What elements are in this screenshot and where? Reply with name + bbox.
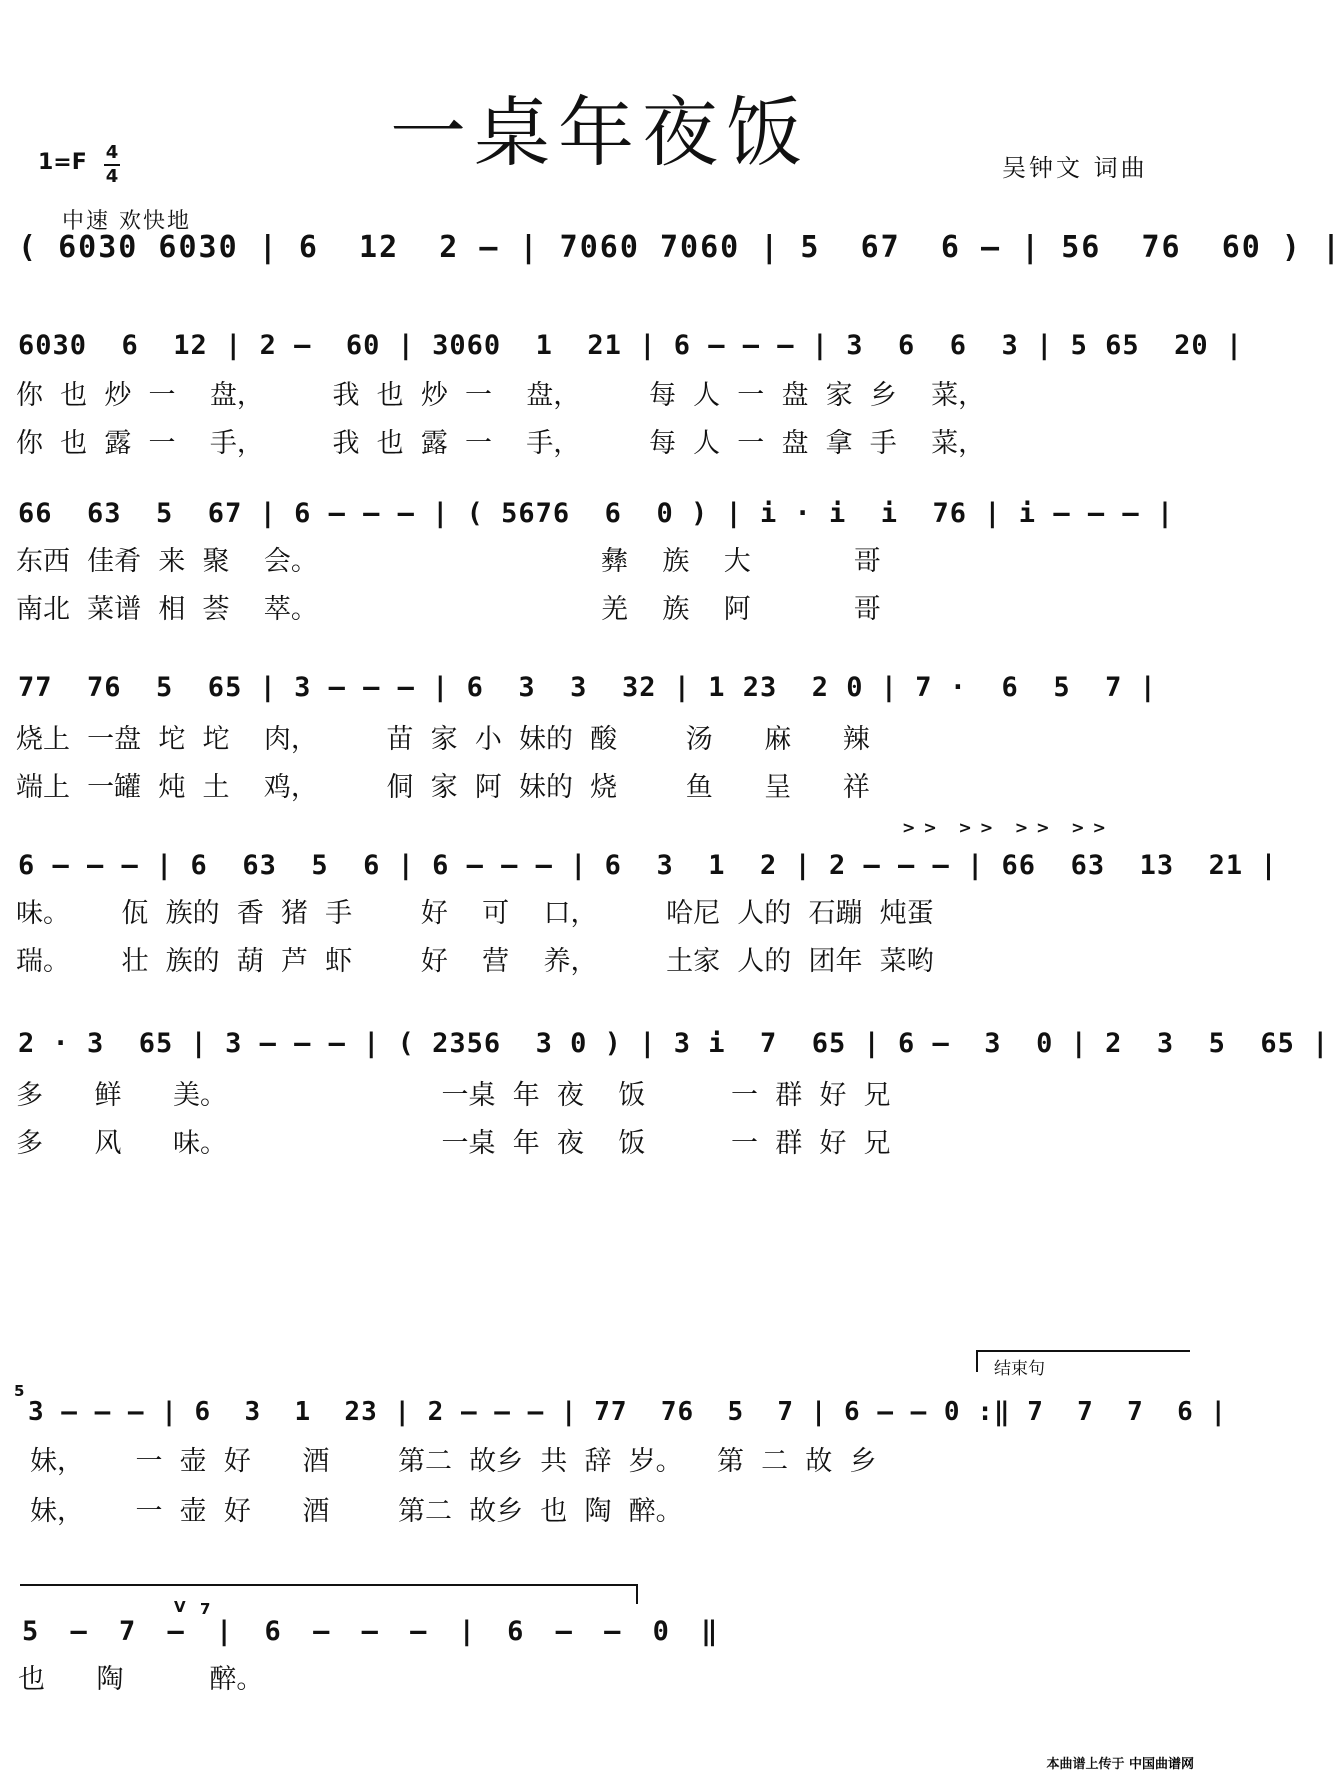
lyric-line-7-verse-1: 妹， 一 壶 好 酒 第二 故乡 共 辞 岁。 第 二 故 乡 bbox=[30, 1446, 877, 1477]
score-line-7 bbox=[0, 1382, 1228, 1452]
notation-line-6: 2 · 3 65 | 3 – – – | ( 2356 3 0 ) | 3 i 7 65 | 6 – 3 0 | 2 3 5 65 | bbox=[18, 1028, 1330, 1059]
notation-line-3: 66 63 5 67 | 6 – – – | ( 5676 6 0 ) | i · i i 76 | i – – – | bbox=[18, 498, 1175, 529]
score-line-4 bbox=[0, 668, 1200, 728]
lyric-line-6-verse-2: 多 风 味。 一桌 年 夜 饭 一 群 好 兄 bbox=[16, 1128, 891, 1159]
notation-line-2: 6030 6 12 | 2 – 60 | 3060 1 21 | 6 – – – | 3 6 6 3 | 5 65 20 | bbox=[18, 330, 1244, 361]
footer-site: 中国曲谱网 bbox=[1128, 1757, 1194, 1772]
lyric-line-6-verse-1: 多 鲜 美。 一桌 年 夜 饭 一 群 好 兄 bbox=[16, 1080, 891, 1111]
lyric-line-3-verse-1: 东西 佳肴 来 聚 会。 彝 族 大 哥 bbox=[16, 546, 881, 577]
notation-line-7: 3 – – – | 6 3 1 23 | 2 – – – | 77 76 5 7 | 6 – – 0 :‖ 7 7 7 6 | bbox=[28, 1397, 1228, 1427]
notation-line-1: ( 6030 6030 | 6 12 2 – | 7060 7060 | 5 67 6 – | 56 76 60 ) | bbox=[18, 230, 1342, 265]
notation-line-5: 6 – – – | 6 63 5 6 | 6 – – – | 6 3 1 2 | 2 – – – | 66 63 13 21 | bbox=[18, 850, 1278, 881]
lyric-line-8: 也 陶 醉。 bbox=[18, 1664, 264, 1695]
grace-note-5: 5 bbox=[14, 1382, 25, 1400]
lyric-line-2-verse-1: 你 也 炒 一 盘， 我 也 炒 一 盘， 每 人 一 盘 家 乡 菜， bbox=[16, 380, 986, 411]
score-line-6 bbox=[0, 1024, 1330, 1084]
tempo-marking: 中速 欢快地 bbox=[62, 209, 191, 234]
final-ending-line bbox=[20, 1584, 638, 1604]
footer-text: 本曲谱上传于 bbox=[1046, 1757, 1125, 1772]
score-line-1 bbox=[0, 228, 1342, 288]
ending-label: 结束句 bbox=[994, 1359, 1045, 1379]
source-watermark bbox=[1046, 1753, 1194, 1772]
grace-note-7: 7 bbox=[200, 1600, 211, 1618]
lyric-line-4-verse-2: 端上 一罐 炖 土 鸡， 侗 家 阿 妹的 烧 鱼 呈 祥 bbox=[16, 772, 870, 803]
lyric-line-4-verse-1: 烧上 一盘 坨 坨 肉， 苗 家 小 妹的 酸 汤 麻 辣 bbox=[16, 724, 870, 755]
song-title: 一桌年夜饭 bbox=[390, 88, 810, 177]
lyric-line-7-verse-2: 妹， 一 壶 好 酒 第二 故乡 也 陶 醉。 bbox=[30, 1496, 683, 1527]
key-signature: 1=F bbox=[38, 150, 87, 175]
author-credit: 吴钟文 词曲 bbox=[1002, 154, 1148, 182]
lyric-line-2-verse-2: 你 也 露 一 手， 我 也 露 一 手， 每 人 一 盘 拿 手 菜， bbox=[16, 428, 986, 459]
lyric-line-5-verse-2: 瑞。 壮 族的 葫 芦 虾 好 营 养， 土家 人的 团年 菜哟 bbox=[16, 946, 934, 977]
notation-line-8: 5 – 7 – | 6 – – – | 6 – – 0 ‖ bbox=[22, 1616, 726, 1647]
lyric-line-3-verse-2: 南北 菜谱 相 荟 萃。 羌 族 阿 哥 bbox=[16, 594, 881, 625]
score-line-2 bbox=[0, 326, 1244, 386]
time-signature-bottom: 4 bbox=[105, 166, 119, 187]
lyric-line-5-verse-1: 味。 佤 族的 香 猪 手 好 可 口， 哈尼 人的 石蹦 炖蛋 bbox=[16, 898, 934, 929]
time-signature-top: 4 bbox=[105, 142, 119, 163]
time-signature bbox=[102, 142, 122, 188]
notation-line-4: 77 76 5 65 | 3 – – – | 6 3 3 32 | 1 23 2 0 | 7 · 6 5 7 | bbox=[18, 672, 1157, 703]
accent-marks: >> >> >> >> bbox=[902, 818, 1114, 837]
final-ending-bracket bbox=[976, 1350, 1190, 1379]
breath-mark: V bbox=[174, 1598, 186, 1616]
